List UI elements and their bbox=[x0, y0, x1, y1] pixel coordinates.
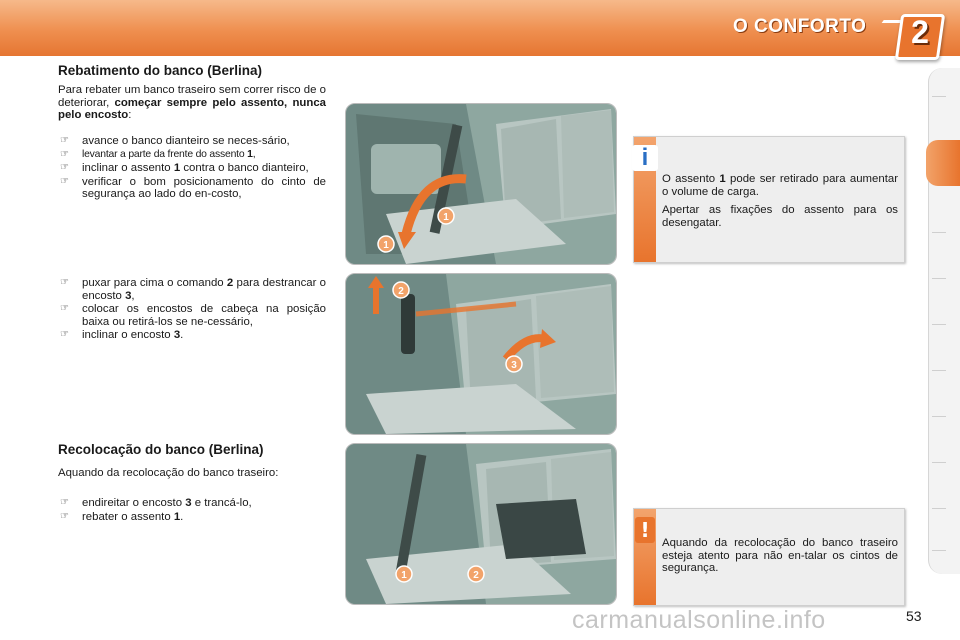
tab-divider bbox=[932, 550, 946, 551]
step-text-end: para destrancar o encosto bbox=[82, 277, 326, 302]
fold-intro-text: Para rebater um banco traseiro sem correr risco de o deteriorar, bbox=[58, 84, 326, 109]
illustration-refit-seat bbox=[345, 443, 617, 605]
info-note-paragraph bbox=[662, 173, 898, 198]
finger-pointer-icon: ☞ bbox=[60, 135, 69, 146]
tab-active-chapter[interactable] bbox=[926, 140, 960, 186]
finger-pointer-icon: ☞ bbox=[60, 510, 69, 522]
note-icon-container bbox=[632, 517, 658, 543]
list-item bbox=[58, 329, 326, 342]
fold-steps-b bbox=[58, 277, 326, 343]
step-text: inclinar o encosto bbox=[82, 329, 174, 342]
fold-steps-a bbox=[58, 135, 326, 202]
tab-divider bbox=[932, 370, 946, 371]
step-text-end: . bbox=[180, 510, 184, 523]
list-item bbox=[58, 277, 326, 302]
step-text: inclinar o assento bbox=[82, 162, 174, 175]
finger-pointer-icon: ☞ bbox=[60, 277, 69, 288]
step-text-end: e trancá-lo, bbox=[191, 497, 252, 509]
list-item bbox=[58, 497, 326, 510]
info-note-text bbox=[662, 173, 898, 235]
list-item bbox=[58, 162, 326, 175]
warning-note-text: Aquando da recolocação do banco traseiro esteja atento para não en-talar os cintos de segurança. bbox=[662, 537, 898, 575]
refit-intro: Aquando da recolocação do banco traseiro: bbox=[58, 467, 279, 479]
list-item bbox=[58, 303, 326, 328]
step-text: endireitar o encosto bbox=[82, 497, 186, 509]
step-text: avance o banco dianteiro se neces-sário, bbox=[82, 135, 290, 147]
watermark: carmanualsonline.info bbox=[572, 606, 826, 634]
chapter-title: O CONFORTO bbox=[733, 16, 867, 37]
step-ref: 1 bbox=[247, 148, 253, 160]
info-text: O assento bbox=[662, 173, 720, 185]
step-text: colocar os encostos de cabeça na posição baixa ou retirá-los se ne-cessário, bbox=[82, 303, 326, 328]
callout-label: 1 bbox=[383, 240, 389, 251]
callout-label: 1 bbox=[401, 570, 407, 581]
warning-icon: ! bbox=[635, 517, 655, 543]
list-item bbox=[58, 176, 326, 201]
callout-label: 3 bbox=[511, 360, 517, 371]
info-note bbox=[633, 136, 905, 263]
warning-note bbox=[633, 508, 905, 606]
fold-intro-bold: começar sempre pelo assento, nunca pelo encosto bbox=[58, 96, 326, 122]
finger-pointer-icon: ☞ bbox=[60, 162, 69, 174]
step-text-end: , bbox=[252, 148, 256, 160]
finger-pointer-icon: ☞ bbox=[60, 329, 69, 341]
step-text: puxar para cima o comando bbox=[82, 277, 227, 289]
step-text: rebater o assento bbox=[82, 510, 174, 523]
section-title-refit: Recolocação do banco (Berlina) bbox=[58, 442, 264, 457]
step-ref: 1 bbox=[173, 510, 181, 523]
finger-pointer-icon: ☞ bbox=[60, 148, 69, 160]
finger-pointer-icon: ☞ bbox=[60, 303, 69, 315]
tab-divider bbox=[932, 96, 946, 97]
fold-intro bbox=[58, 84, 326, 122]
step-ref: 3 bbox=[125, 289, 132, 302]
step-ref: 3 bbox=[185, 497, 192, 509]
callout-label: 2 bbox=[473, 570, 479, 581]
tab-divider bbox=[932, 508, 946, 509]
tab-divider bbox=[932, 416, 946, 417]
step-text-end: . bbox=[180, 329, 184, 342]
info-ref: 1 bbox=[719, 173, 726, 185]
callout-label: 2 bbox=[398, 286, 404, 297]
illustration-fold-seat bbox=[345, 103, 617, 265]
chapter-number: 2 bbox=[911, 14, 929, 50]
step-text: verificar o bom posicionamento do cinto de segurança ao lado do en-costo, bbox=[82, 175, 326, 201]
tab-divider bbox=[932, 462, 946, 463]
tab-divider bbox=[932, 324, 946, 325]
step-ref: 1 bbox=[173, 162, 181, 175]
step-text-end: , bbox=[131, 289, 135, 302]
section-title-fold: Rebatimento do banco (Berlina) bbox=[58, 63, 263, 78]
tab-divider bbox=[932, 232, 946, 233]
page-number: 53 bbox=[906, 608, 922, 624]
info-icon: i bbox=[641, 144, 649, 171]
step-ref: 3 bbox=[173, 329, 181, 342]
refit-steps bbox=[58, 497, 326, 524]
list-item bbox=[58, 511, 326, 524]
step-ref: 2 bbox=[226, 277, 234, 289]
illustration-fold-backrest bbox=[345, 273, 617, 435]
callout-label: 1 bbox=[443, 212, 449, 223]
step-text-end: contra o banco dianteiro, bbox=[180, 162, 309, 175]
tab-divider bbox=[932, 278, 946, 279]
fold-intro-end: : bbox=[128, 109, 132, 122]
note-icon-container bbox=[632, 145, 658, 171]
info-note-paragraph: Apertar as fixações do assento para os desengatar. bbox=[662, 204, 898, 229]
finger-pointer-icon: ☞ bbox=[60, 175, 69, 187]
finger-pointer-icon: ☞ bbox=[60, 497, 69, 508]
step-text: levantar a parte da frente do assento bbox=[82, 148, 248, 160]
info-text-end: pode ser retirado para aumentar o volume de carga. bbox=[662, 173, 898, 198]
list-item bbox=[58, 135, 326, 148]
list-item bbox=[58, 149, 326, 162]
